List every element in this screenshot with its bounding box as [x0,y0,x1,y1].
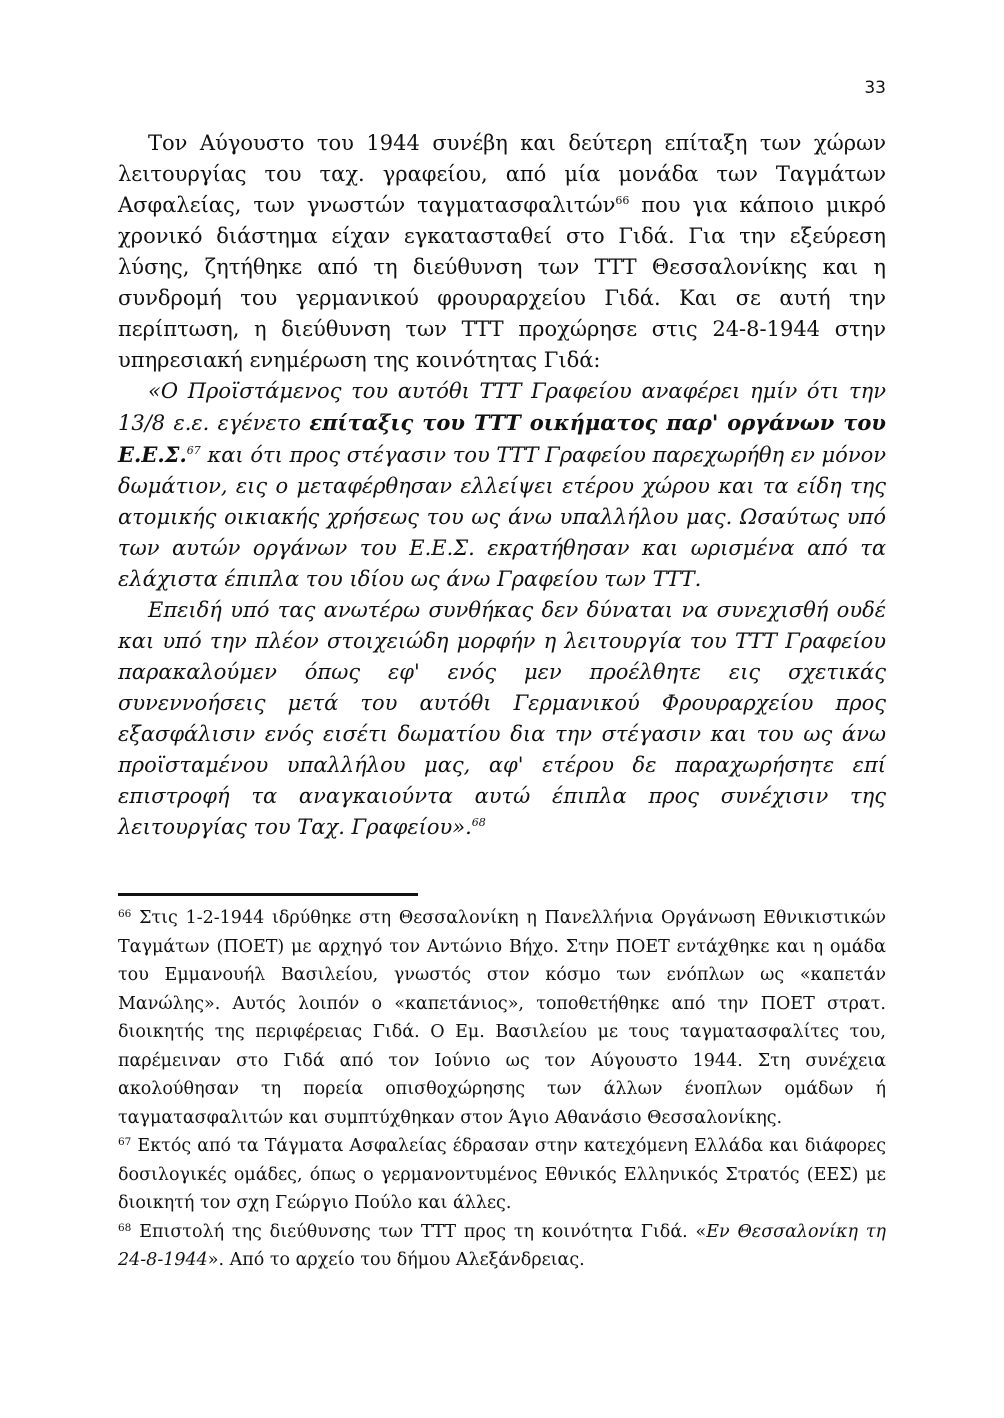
footnote-68 [118,1218,886,1275]
paragraph-intro-text-b: που για κάποιο μικρό χρονικό διάστημα είχαν εγκατασταθεί στο Γιδά. Για την εξεύρεση λύσης, ζητήθηκε από τη διεύθυνση των ΤΤΤ Θεσσαλονίκης και η συνδρομή του γερμανικού φρουραρχείου Γιδά. Και σε αυτή την περίπτωση, η διεύθυνση των ΤΤΤ προχώρησε στις 24-8-1944 στην υπηρεσιακή ενημέρωση της κοινότητας Γιδά: [118,193,886,372]
quote-1-text-b: και ότι προς στέγασιν του ΤΤΤ Γραφείου παρεχωρήθη εν μόνον δωμάτιον, εις ο μεταφέρθησαν ελλείψει ετέρου χώρου και τα είδη της ατομικής οικιακής χρήσεως του ως άνω υπαλλήλου μας. Ωσαύτως υπό των αυτών οργάνων του Ε.Ε.Σ. εκρατήθησαν και ωρισμένα από τα ελάχιστα έπιπλα του ιδίου ως άνω Γραφείου των ΤΤΤ. [118,443,886,591]
footnote-ref-68[interactable]: 68 [471,816,486,829]
footnote-66-number: 66 [118,908,132,920]
footnote-67-number: 67 [118,1136,132,1148]
quote-2-text: Επειδή υπό τας ανωτέρω συνθήκας δεν δύναται να συνεχισθή ουδέ και υπό την πλέον στοιχειώδη μορφήν η λειτουργία του ΤΤΤ Γραφείου παρακαλούμεν όπως εφ' ενός μεν προέλθητε εις σχετικάς συνεννοήσεις μετά του αυτόθι Γερμανικού Φρουραρχείου προς εξασφάλισιν ενός εισέτι δωματίου δια την στέγασιν και του ως άνω προϊσταμένου υπαλλήλου μας, αφ' ετέρου δε παραχωρήσητε επί επιστροφή τα αναγκαιούντα αυτώ έπιπλα προς συνέχισιν της λειτουργίας του Ταχ. Γραφείου». [118,598,886,839]
footnote-66-text: Στις 1-2-1944 ιδρύθηκε στη Θεσσαλονίκη η Πανελλήνια Οργάνωση Εθνικιστικών Ταγμάτων (ΠΟΕΤ) με αρχηγό τον Αντώνιο Βήχο. Στην ΠΟΕΤ εντάχθηκε και η ομάδα του Εμμανουήλ Βασιλείου, γνωστός στον κόσμο των ενόπλων ως «καπετάν Μανώλης». Αυτός λοιπόν ο «καπετάνιος», τοποθετήθηκε από την ΠΟΕΤ στρατ. διοικητής της περιφέρειας Γιδά. Ο Εμ. Βασιλείου με τους ταγματασφαλίτες του, παρέμειναν στο Γιδά από τον Ιούνιο ως τον Αύγουστο 1944. Στη συνέχεια ακολούθησαν τη πορεία οπισθοχώρησης των άλλων ένοπλων ομάδων ή ταγματασφαλιτών και συμπτύχθηκαν στον Άγιο Αθανάσιο Θεσσαλονίκης. [118,908,886,1128]
footnote-ref-67[interactable]: 67 [186,444,201,457]
quote-paragraph-1 [118,376,886,595]
quote-1-bold-text: επίταξις του ΤΤΤ οικήματος παρ' οργάνων του Ε.Ε.Σ. [118,410,886,467]
footnotes [118,904,886,1275]
footnote-67 [118,1132,886,1218]
main-text [118,128,886,843]
footnote-ref-66[interactable]: 66 [615,194,630,207]
quote-1-text-a: «Ο Προϊστάμενος του αυτόθι ΤΤΤ Γραφείου αναφέρει ημίν ότι την 13/8 ε.ε. εγένετο [118,379,886,435]
page-number: 33 [864,78,886,98]
footnote-68-number: 68 [118,1221,132,1234]
footnote-68-text-a: Επιστολή της διεύθυνσης των ΤΤΤ προς τη κοινότητα Γιδά. « [131,1221,707,1242]
footnote-68-text-b: ». Από το αρχείο του δήμου Αλεξάνδρειας. [207,1250,585,1270]
footnote-divider [118,893,418,896]
paragraph-intro [118,128,886,376]
paragraph-intro-text-a: Τον Αύγουστο του 1944 συνέβη και δεύτερη επίταξη των χώρων λειτουργίας του ταχ. γραφείου, από μία μονάδα των Ταγμάτων Ασφαλείας, των γνωστών ταγματασφαλιτών [118,131,886,217]
footnote-67-text: Εκτός από τα Τάγματα Ασφαλείας έδρασαν στην κατεχόμενη Ελλάδα και διάφορες δοσιλογικές ομάδες, όπως ο γερμανοντυμένος Εθνικός Ελληνικός Στρατός (ΕΕΣ) με διοικητή τον σχη Γεώργιο Πούλο και άλλες. [118,1136,886,1213]
footnote-66 [118,904,886,1132]
quote-paragraph-2 [118,595,886,843]
footnote-68-italic-text: Εν Θεσσαλονίκη τη 24-8-1944 [118,1221,886,1270]
